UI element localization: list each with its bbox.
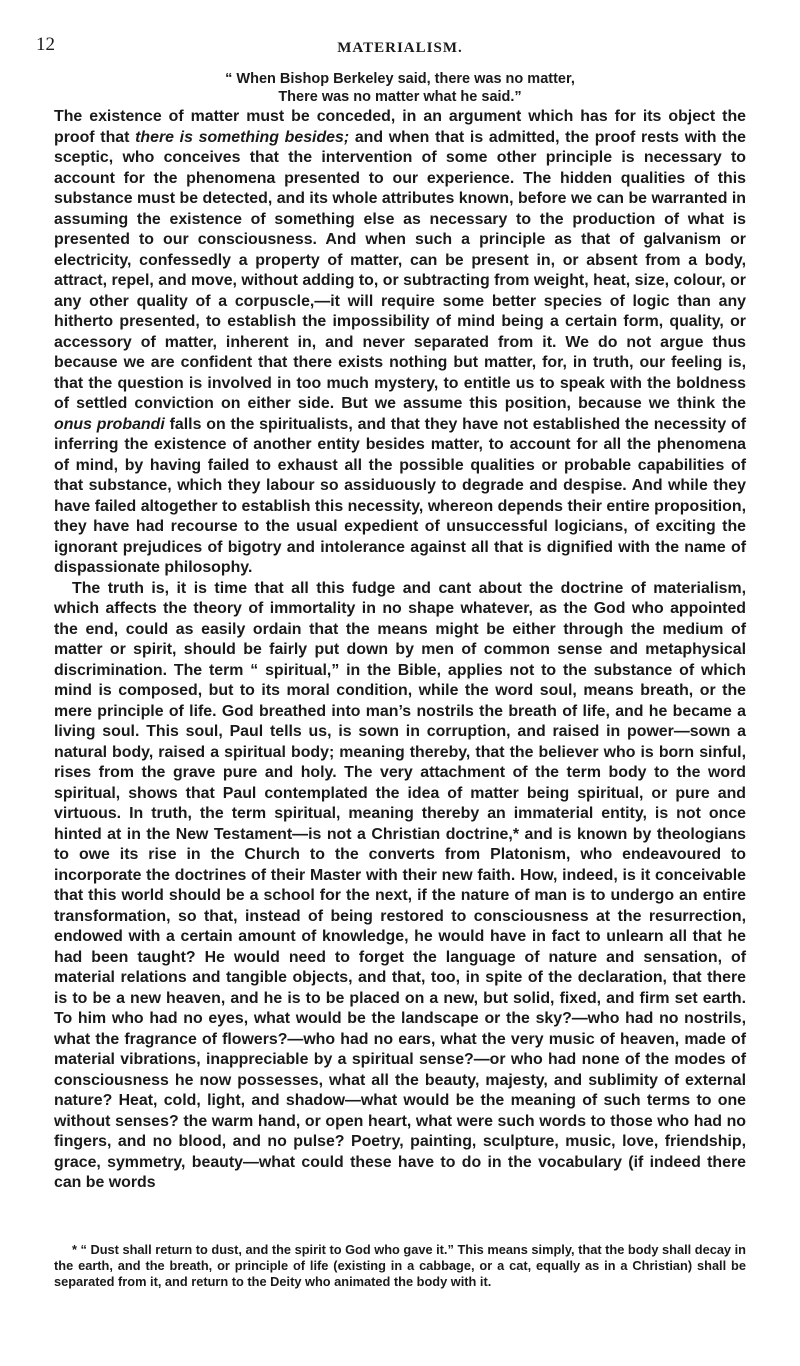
paragraph-2-text-b: and is known by theologians to owe its rise in the Church to the converts from Platonism, who endeavoured to incorporate the doctrines of their Master with their new faith. How, indeed, is it conceivable that this world should be a school for the next, if the nature of man is to undergo an entire transformation, so that, instead of being restored to consciousness at the resurrection, endowed with a certain amount of knowledge, he would have in fact to unlearn all that he had been taught? He would need to forget the language of nature and sensation, of material relations and tangible objects, and that, too, in spite of the declaration, that there is to be a new heaven, and he is to be placed on a new, but solid, fixed, and firm set earth. To him who had no eyes, what would be the landscape or the sky?—who had no nostrils, what the fragrance of flowers?—who had no ears, what the very music of heaven, made of material vibrations, inappreciable by a spiritual sense?—or who had none of the modes of consciousness he now possesses, what all the beauty, majesty, and sublimity of external nature? Heat, cold, light, and shadow—what would be the meaning of such terms to one without senses? the warm hand, or open heart, what were such words to those who had no fingers, and no blood, and no pulse? Poetry, painting, sculpture, music, love, friendship, grace, symmetry, beauty—what could these have to do in the vocabulary (if indeed there can be words [54, 825, 746, 1191]
epigraph-line-1: “ When Bishop Berkeley said, there was no matter, [225, 71, 575, 87]
epigraph [0, 70, 800, 106]
page-number: 12 [36, 34, 55, 55]
paragraph-2-text-a: The truth is, it is time that all this fudge and cant about the doctrine of materialism, which affects the theory of immortality in no shape whatever, as the God who appointed the end, could as easily ordain that the means might be either through the medium of matter or spirit, should be fairly put down by men of common sense and metaphysical discrimination. The term “ spiritual,” in the Bible, applies not to the substance of which mind is composed, but to its moral condition, while the word soul, means breath, or the mere principle of life. God breathed into man’s nostrils the breath of life, and he became a living soul. This soul, Paul tells us, is sown in corruption, and raised in power—sown a natural body, raised a spiritual body; meaning thereby, that the believer who is born sinful, rises from the grave pure and holy. The very attachment of the term body to the word spiritual, shows that Paul contemplated the idea of matter being spiritual, or pure and virtuous. In truth, the term spiritual, meaning thereby an immaterial entity, is not once hinted at in the New Testament—is not a Christian doctrine, [54, 579, 746, 843]
running-head: MATERIALISM. [337, 40, 463, 56]
paragraph-1 [54, 107, 746, 579]
body-text [54, 107, 746, 1194]
paragraph-1-italic-b: onus probandi [54, 415, 165, 433]
paragraph-1-italic-a: there is something besides; [135, 128, 350, 146]
paragraph-1-text-c: falls on the spiritualists, and that they have not established the necessity of inferring the existence of another entity besides matter, to account for all the phenomena of mind, by having failed to exhaust all the possible qualities or probable capabilities of that substance, which they labour so assiduously to degrade and despise. And while they have failed altogether to establish this necessity, whereon depends their entire proposition, they have had recourse to the usual expedient of unsuccessful logicians, of exciting the ignorant prejudices of bigotry and intolerance against all that is dignified with the name of dispassionate philosophy. [54, 415, 746, 576]
footnote-reference: * [512, 825, 519, 843]
page-header [36, 34, 764, 62]
footnote: * “ Dust shall return to dust, and the spirit to God who gave it.” This means simply, that the body shall decay in the earth, and the breath, or principle of life (existing in a cabbage, or a cat, equally as in a Christian) shall be separated from it, and return to the Deity who animated the body with it. [54, 1242, 746, 1290]
paragraph-1-text-a: The existence of matter must be conceded, in an argument which has for its object the proof that [54, 108, 746, 146]
paragraph-1-text-b: and when that is admitted, the proof rests with the sceptic, who conceives that the intervention of some other principle is necessary to account for the phenomena presented to our experience. The hidden qualities of this substance must be detected, and its whole attributes known, before we can be warranted in assuming the existence of something else as necessary to the production of what is presented to our consciousness. And when such a principle as that of galvanism or electricity, confessedly a property of matter, can be present in, or absent from a body, attract, repel, and move, without adding to, or subtracting from weight, heat, size, colour, or any other quality of a corpuscle,—it will require some better species of logic than any hitherto presented, to establish the impossibility of mind being a certain form, quality, or accessory of matter, inherent in, and never separated from it. We do not argue thus because we are confident that there exists nothing but matter, for, in truth, our feeling is, that the question is involved in too much mystery, to entitle us to speak with the boldness of settled conviction on either side. But we assume this position, because we think the [54, 128, 746, 412]
paragraph-2 [54, 579, 746, 1194]
epigraph-line-2: There was no matter what he said.” [278, 89, 522, 105]
